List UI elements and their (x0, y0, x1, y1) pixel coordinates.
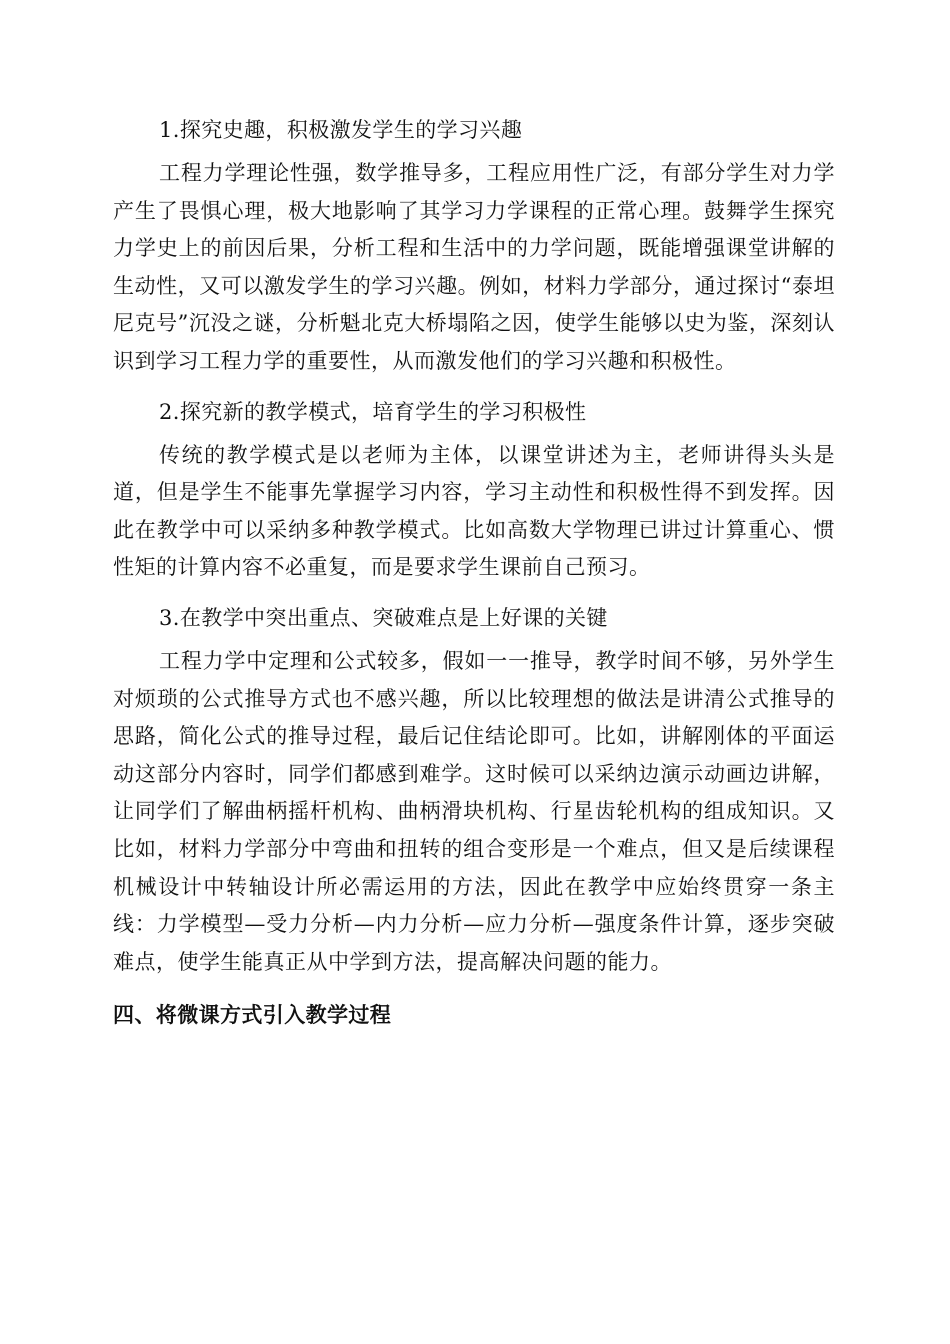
subsection-heading-3: 3.在教学中突出重点、突破难点是上好课的关键 (159, 605, 608, 630)
section-heading-4: 四、将微课方式引入教学过程 (113, 1003, 392, 1028)
paragraph-1: 工程力学理论性强，数学推导多，工程应用性广泛，有部分学生对力学产生了畏惧心理，极大地影响了其学习力学课程的正常心理。鼓舞学生探究力学史上的前因后果，分析工程和生活中的力学问题，既能增强课堂讲解的生动性，又可以激发学生的学习兴趣。例如，材料力学部分，通过探讨“泰坦尼克号”沉没之谜，分析魁北克大桥塌陷之因，使学生能够以史为鉴，深刻认识到学习工程力学的重要性，从而激发他们的学习兴趣和积极性。 (113, 161, 835, 373)
document-content (113, 105, 835, 1035)
paragraph-3: 工程力学中定理和公式较多，假如一一推导，教学时间不够，另外学生对烦琐的公式推导方式也不感兴趣，所以比较理想的做法是讲清公式推导的思路，简化公式的推导过程，最后记住结论即可。比如，讲解刚体的平面运动这部分内容时，同学们都感到难学。这时候可以采纳边演示动画边讲解，让同学们了解曲柄摇杆机构、曲柄滑块机构、行星齿轮机构的组成知识。又比如，材料力学部分中弯曲和扭转的组合变形是一个难点，但又是后续课程机械设计中转轴设计所必需运用的方法，因此在教学中应始终贯穿一条主线：力学模型—受力分析—内力分析—应力分析—强度条件计算，逐步突破难点，使学生能真正从中学到方法，提高解决问题的能力。 (113, 648, 835, 974)
paragraph-2: 传统的教学模式是以老师为主体，以课堂讲述为主，老师讲得头头是道，但是学生不能事先掌握学习内容，学习主动性和积极性得不到发挥。因此在教学中可以采纳多种教学模式。比如高数大学物理已讲过计算重心、惯性矩的计算内容不必重复，而是要求学生课前自己预习。 (113, 442, 835, 580)
subsection-heading-1: 1.探究史趣，积极激发学生的学习兴趣 (159, 118, 523, 142)
subsection-heading-2: 2.探究新的教学模式，培育学生的学习积极性 (159, 399, 587, 424)
